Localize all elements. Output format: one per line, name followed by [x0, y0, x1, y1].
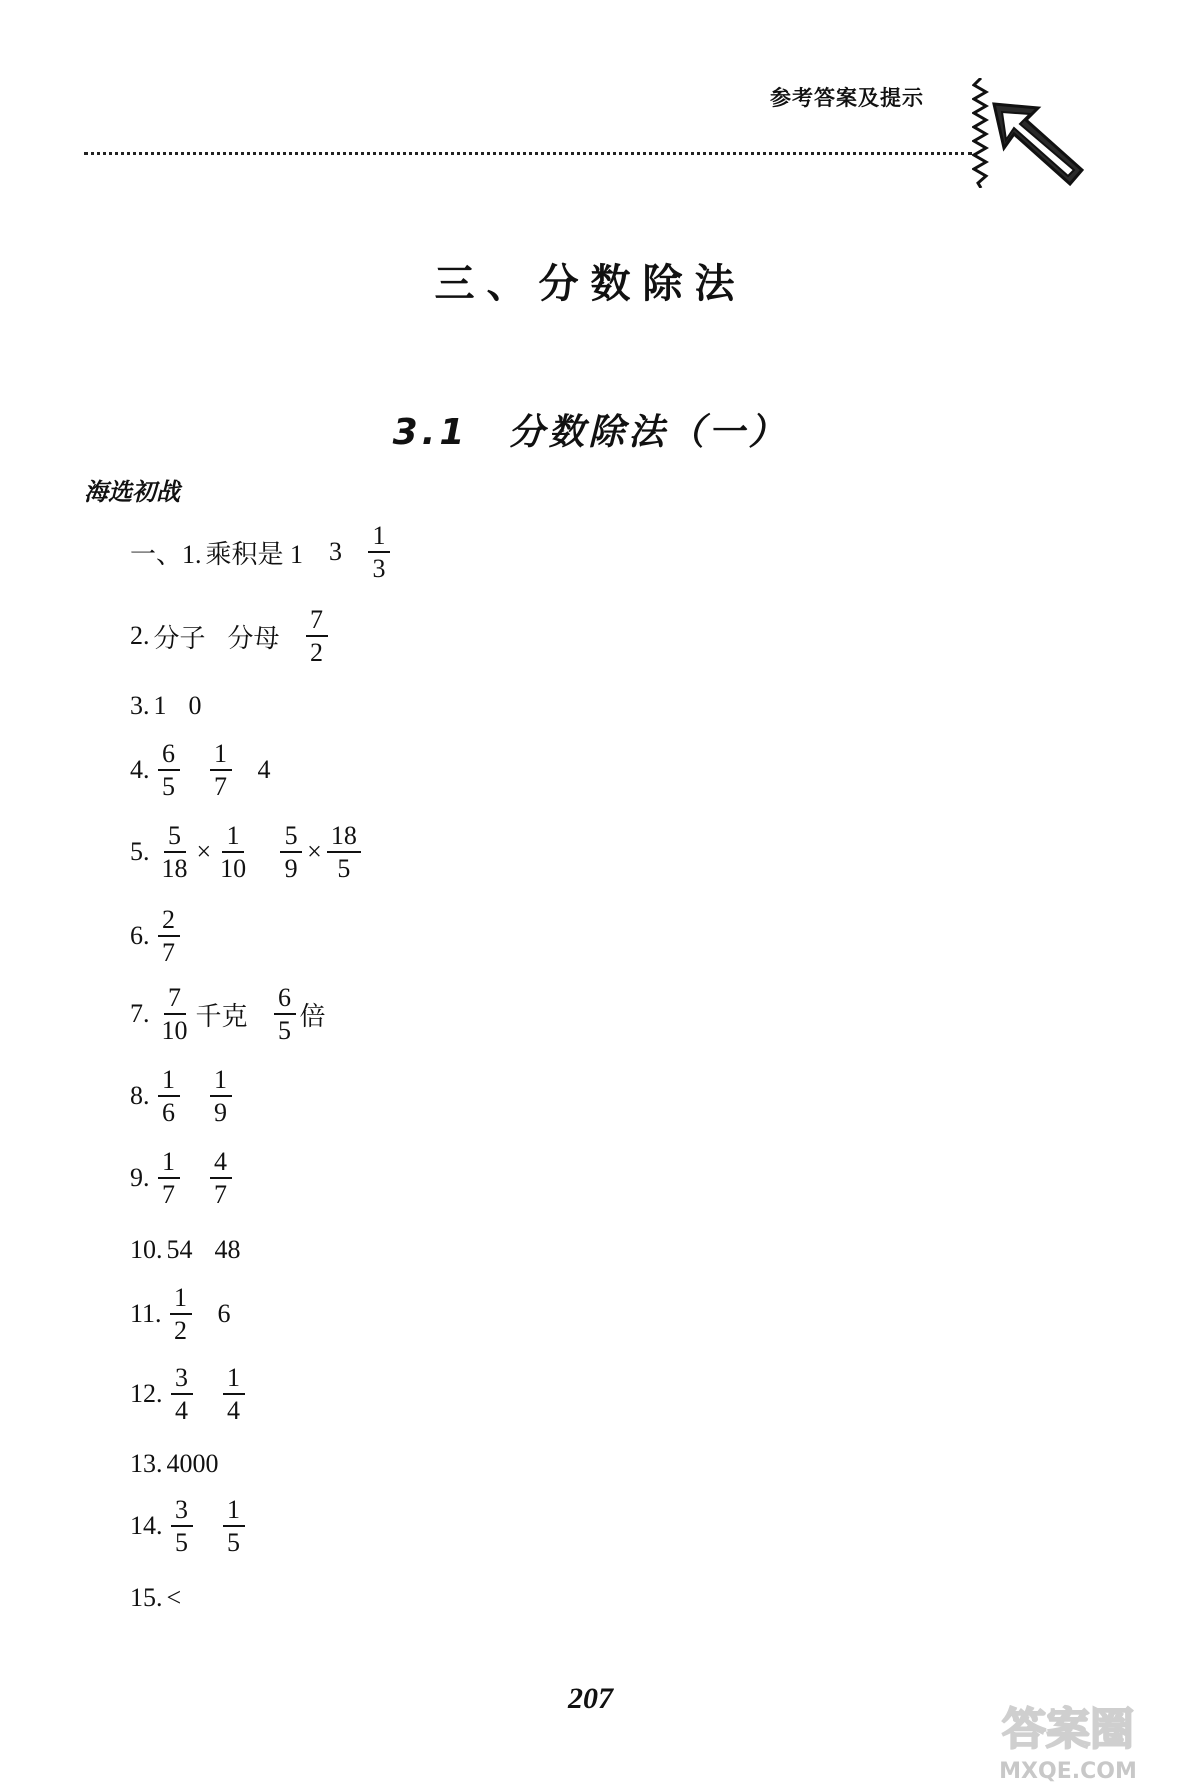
answer-number: 13.: [130, 1449, 163, 1478]
zigzag-ornament: [972, 78, 990, 188]
denominator: 2: [174, 1315, 188, 1345]
numerator: 1: [158, 1067, 180, 1097]
fraction: [368, 520, 390, 583]
answer-value: 3: [329, 537, 343, 566]
header-divider: [84, 152, 972, 155]
numerator: 5: [164, 823, 186, 853]
answer-value: 54: [166, 1235, 193, 1264]
denominator: 7: [214, 1179, 227, 1209]
unit-text: 倍: [299, 1001, 326, 1031]
answer-8: [130, 1066, 236, 1126]
answer-number: 14.: [130, 1511, 163, 1540]
denominator: 5: [227, 1527, 240, 1557]
denominator: 10: [161, 1015, 188, 1045]
chapter-title: 三、分数除法: [434, 261, 747, 307]
answer-value: 4000: [166, 1449, 219, 1478]
answer-1: [130, 522, 394, 582]
denominator: 4: [227, 1395, 240, 1425]
fraction: [158, 982, 192, 1045]
numerator: 7: [164, 985, 186, 1015]
answer-3: [130, 676, 202, 736]
answer-number: 3.: [130, 691, 150, 720]
answer-13: [130, 1434, 219, 1494]
fraction: [170, 1282, 192, 1345]
answer-value: 4: [257, 755, 271, 784]
answer-5: [130, 822, 365, 882]
fraction: [171, 1362, 193, 1425]
answer-value: <: [166, 1583, 182, 1612]
numerator: 1: [222, 823, 244, 853]
denominator: 6: [162, 1097, 175, 1127]
answer-12: [130, 1364, 249, 1424]
numerator: 6: [158, 741, 180, 771]
fraction: [274, 982, 296, 1045]
denominator: 5: [337, 853, 351, 883]
answer-number: 12.: [130, 1379, 163, 1408]
fraction: [158, 738, 180, 801]
fraction: [306, 604, 328, 667]
answer-14: [130, 1496, 249, 1556]
numerator: 1: [368, 523, 390, 553]
numerator: 4: [210, 1149, 232, 1179]
denominator: 7: [162, 937, 175, 967]
fraction: [327, 820, 361, 883]
arrow-icon: [990, 100, 1088, 190]
header-label: 参考答案及提示: [770, 86, 924, 110]
answer-number: 5.: [130, 837, 150, 866]
numerator: 3: [171, 1497, 193, 1527]
answer-text: 乘积是 1: [205, 539, 304, 569]
numerator: 1: [210, 1067, 232, 1097]
answer-number: 8.: [130, 1081, 150, 1110]
fraction: [158, 904, 180, 967]
answer-4: [130, 740, 271, 800]
answer-number: 一、1.: [130, 539, 202, 569]
denominator: 9: [284, 853, 298, 883]
answer-6: [130, 906, 184, 966]
fraction: [171, 1494, 193, 1557]
fraction: [223, 1362, 245, 1425]
answer-number: 2.: [130, 621, 150, 650]
answer-7: [130, 984, 326, 1044]
answer-text: 分母: [227, 623, 280, 653]
answer-9: [130, 1148, 236, 1208]
fraction: [223, 1494, 245, 1557]
answer-number: 9.: [130, 1163, 150, 1192]
numerator: 1: [158, 1149, 180, 1179]
answer-11: [130, 1284, 231, 1344]
numerator: 1: [223, 1497, 245, 1527]
fraction: [158, 1146, 180, 1209]
denominator: 5: [278, 1015, 292, 1045]
answer-number: 6.: [130, 921, 150, 950]
numerator: 6: [274, 985, 296, 1015]
answer-value: 48: [214, 1235, 241, 1264]
numerator: 5: [280, 823, 302, 853]
fraction: [210, 738, 232, 801]
subsection-title: 海选初战: [84, 478, 180, 506]
numerator: 1: [223, 1365, 245, 1395]
watermark-logo: [968, 1694, 1168, 1784]
numerator: 1: [170, 1285, 192, 1315]
answer-number: 10.: [130, 1235, 163, 1264]
svg-text:答案圈: 答案圈: [1002, 1704, 1134, 1755]
denominator: 9: [214, 1097, 227, 1127]
answer-number: 11.: [130, 1299, 162, 1328]
svg-text:MXQE.COM: MXQE.COM: [999, 1759, 1137, 1784]
multiply-sign: ×: [196, 837, 212, 866]
answer-number: 7.: [130, 999, 150, 1028]
denominator: 2: [310, 637, 324, 667]
numerator: 7: [306, 607, 328, 637]
numerator: 3: [171, 1365, 193, 1395]
multiply-sign: ×: [307, 837, 322, 866]
section-title: 3.1 分数除法（一）: [392, 412, 789, 453]
page-number: 207: [568, 1682, 613, 1715]
fraction: [280, 820, 302, 883]
answer-text: 分子: [153, 623, 206, 653]
answer-value: 6: [217, 1299, 231, 1328]
denominator: 5: [175, 1527, 188, 1557]
numerator: 1: [210, 741, 232, 771]
denominator: 7: [214, 771, 227, 801]
answer-number: 4.: [130, 755, 150, 784]
unit-text: 千克: [195, 1001, 248, 1031]
numerator: 2: [158, 907, 180, 937]
fraction: [210, 1064, 232, 1127]
denominator: 4: [175, 1395, 188, 1425]
fraction: [210, 1146, 232, 1209]
answer-value: 0: [188, 691, 202, 720]
fraction: [216, 820, 250, 883]
answer-number: 15.: [130, 1583, 163, 1612]
denominator: 3: [372, 553, 386, 583]
answer-10: [130, 1220, 241, 1280]
denominator: 5: [162, 771, 175, 801]
fraction: [158, 1064, 180, 1127]
fraction: [158, 820, 192, 883]
denominator: 18: [161, 853, 188, 883]
denominator: 10: [220, 853, 247, 883]
denominator: 7: [162, 1179, 175, 1209]
numerator: 18: [327, 823, 361, 853]
answer-value: 1: [153, 691, 167, 720]
answer-2: [130, 606, 332, 666]
answer-15: [130, 1568, 181, 1628]
